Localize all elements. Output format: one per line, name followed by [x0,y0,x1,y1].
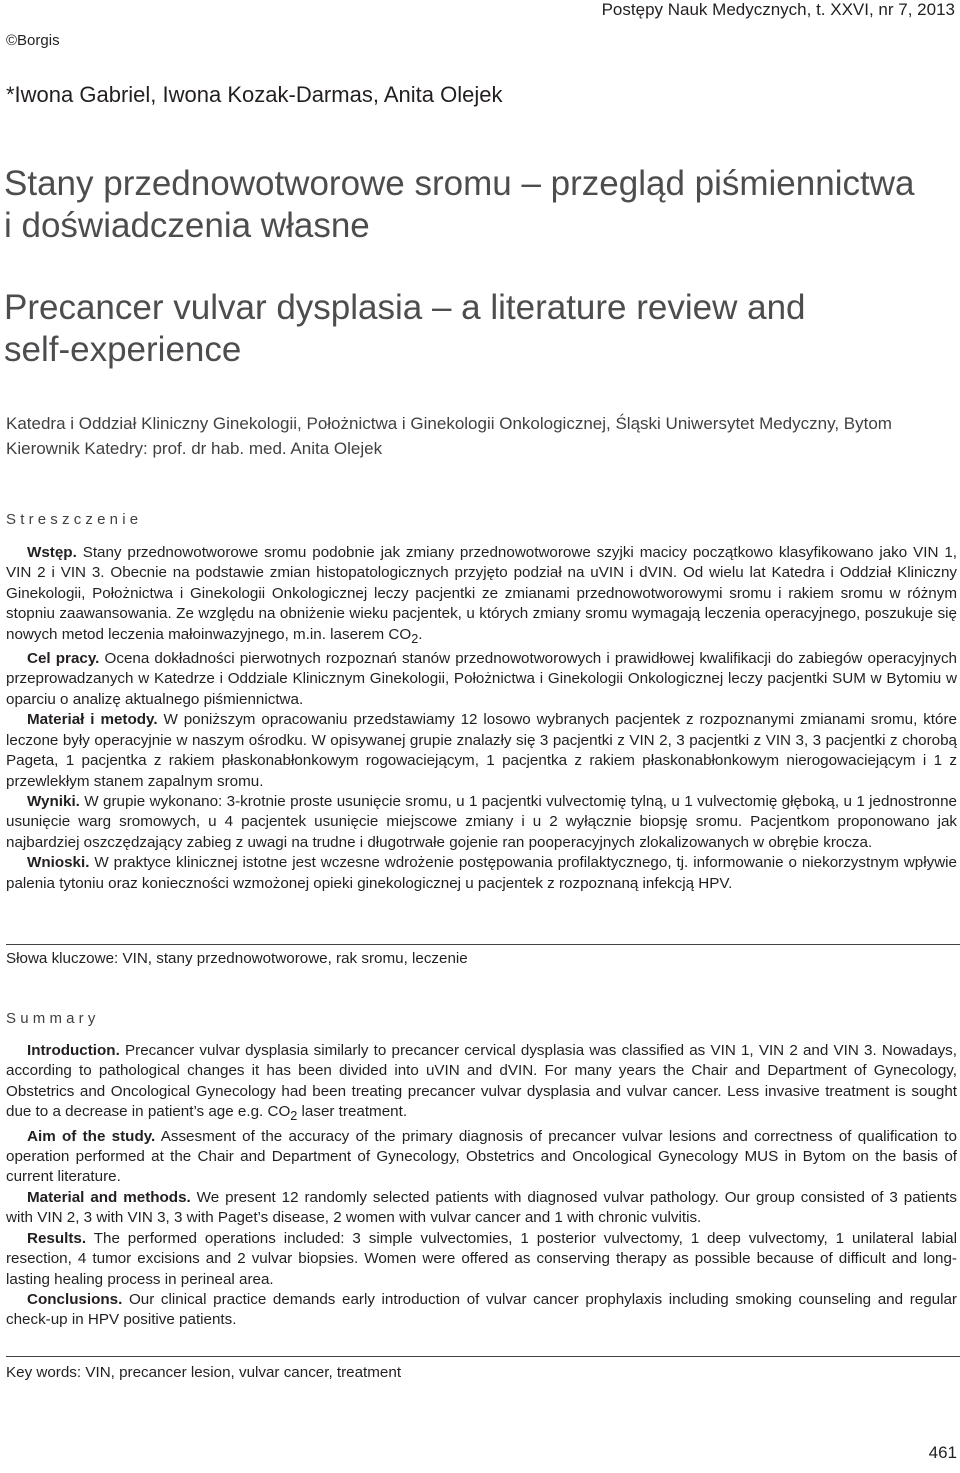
abstract-english [6,1041,957,1331]
abstract-pl-wnioski [6,853,957,894]
affiliation-department: Katedra i Oddział Kliniczny Ginekologii, Położnictwa i Ginekologii Onkologicznej, Śląski Uniwersytet Medyczny, Bytom [6,414,892,433]
text-methods: We present 12 randomly selected patients with diagnosed vulvar pathology. Our group consisted of 3 patients with VIN 2, 3 with VIN 3, 3 with Paget’s disease, 2 women with vulvar cancer and 1 with chronic vulvitis. [6,1188,957,1227]
text-cel: Ocena dokładności pierwotnych rozpoznań stanów przednowotworowych i prawidłowej kwalifikacji do zabiegów operacyjnych przeprowadzanych w Katedrze i Oddziale Klinicznym Ginekologii, Położnictwa i Ginekologii Onkologicznej leczy pacjentki SUM w Bytomiu w oparciu o analizę aktualnego piśmiennictwa. [6,650,957,708]
title-english-line1: Precancer vulvar dysplasia – a literature review and [4,288,806,327]
text-aim: Assesment of the accuracy of the primary diagnosis of precancer vulvar lesions and correctness of qualification to operation performed at the Chair and Department of Gynecology, Obstetrics and Oncological Gynecology MUS in Bytom on the basis of current literature. [6,1127,957,1186]
label-introduction: Introduction. [27,1042,120,1059]
text-conclusions: Our clinical practice demands early introduction of vulvar cancer prophylaxis including smoking counseling and regular check-up in HPV positive patients. [6,1290,957,1329]
keywords-polish: Słowa kluczowe: VIN, stany przednowotworowe, rak sromu, leczenie [6,950,468,967]
text-wstep-end: . [418,625,423,643]
label-cel: Cel pracy. [27,650,100,668]
title-polish [4,163,914,247]
text-introduction-end: laser treatment. [297,1103,408,1121]
text-material: W poniższym opracowaniu przedstawiamy 12 losowo wybranych pacjentek z rozpoznanymi zmianami sromu, które leczone były operacyjnie w naszym ośrodku. W opisywanej grupie znalazły się 3 pacjentki z VIN 2, 3 pacjentki z VIN 3, 3 pacjentki z chorobą Pageta, 1 pacjentka z rakiem płaskonabłonkowym rogowaciejącym, 1 pacjentka z rakiem płaskonabłonkowym nierogowaciejącym i 1 z przewlekłym stanem zapalnym sromu. [6,711,957,790]
abstract-en-aim [6,1127,957,1188]
text-results: The performed operations included: 3 simple vulvectomies, 1 posterior vulvectomy, 1 deep vulvectomy, 1 unilateral labial resection, 4 tumor excisions and 2 vulvar biopsies. Women were offered as conserving therapy as possible because of difficult and long-lasting healing process in perineal area. [6,1229,957,1288]
title-english [4,287,806,371]
journal-citation: Postępy Nauk Medycznych, t. XXVI, nr 7, 2013 [601,0,955,19]
affiliation-block [6,411,892,461]
label-results: Results. [27,1229,87,1247]
text-wnioski: W praktyce klinicznej istotne jest wczesne wdrożenie postępowania profilaktycznego, tj. informowanie o niekorzystnym wpływie palenia tytoniu oraz konieczności wzmożonej opieki ginekologicznej u pacjentek z rozpoznaną infekcją HPV. [6,854,957,892]
subscript-2: 2 [411,631,419,646]
abstract-pl-wstep [6,543,957,649]
label-methods: Material and methods. [27,1188,191,1206]
subscript-2: 2 [290,1109,298,1124]
keywords-english: Key words: VIN, precancer lesion, vulvar cancer, treatment [6,1364,402,1381]
label-wyniki: Wyniki. [27,792,80,810]
title-polish-line1: Stany przednowotworowe sromu – przegląd piśmiennictwa [4,164,915,203]
title-english-line2: self-experience [4,330,242,369]
divider [6,1356,960,1357]
abstract-en-results [6,1229,957,1290]
abstract-polish [6,543,957,894]
label-aim: Aim of the study. [27,1127,156,1145]
text-wstep: Stany przednowotworowe sromu podobnie jak zmiany przednowotworowe szyjki macicy początkowo klasyfikowano jako VIN 1, VIN 2 i VIN 3. Obecnie na podstawie zmian histopatologicznych przyjęto podział na uVIN i dVIN. Od wielu lat Katedra i Oddział Kliniczny Ginekologii, Położnictwa i Ginekologii Onkologicznej leczy pacjentki ze zmianami przednowotworowymi sromu i rakiem sromu w różnym stopniu zaawansowania. Ze względu na obniżenie wieku pacjentek, u których zmiany sromu wymagają leczenia operacyjnego, poszukuje się nowych metod leczenia małoinwazyjnego, m.in. laserem CO [6,544,957,643]
text-wyniki: W grupie wykonano: 3-krotnie proste usunięcie sromu, u 1 pacjentki vulvectomię tylną, u 1 vulvectomię głęboką, u 1 jednostronne usunięcie warg sromowych, u 4 pacjentek usunięcie miejscowe zmiany i u 2 wyłącznie biopsję sromu. Pacjentkom proponowano jak najbardziej oszczędzający zabieg z uwagi na trudne i długotrwałe gojenie ran pooperacyjnych zlokalizowanych w obrębie krocza. [6,792,957,851]
abstract-pl-material [6,710,957,792]
page-number: 461 [928,1443,957,1462]
publisher-mark: ©Borgis [6,32,60,49]
text-introduction: Precancer vulvar dysplasia similarly to precancer cervical dysplasia was classified as VIN 1, VIN 2 and VIN 3. Nowadays, according to pathological changes it has been divided into uVIN and dVIN. For many years the Chair and Department of Gynecology, Obstetrics and Oncological Gynecology had been treating precancer vulvar dysplasia and vulvar cancer. Less invasive treatment is sought due to a decrease in patient’s age e.g. CO [6,1042,957,1121]
article-authors: *Iwona Gabriel, Iwona Kozak-Darmas, Anita Olejek [6,82,503,107]
title-polish-line2: i doświadczenia własne [4,206,370,245]
abstract-pl-wyniki [6,792,957,853]
abstract-en-methods [6,1188,957,1229]
divider [6,944,960,945]
abstract-pl-cel [6,649,957,710]
affiliation-head: Kierownik Katedry: prof. dr hab. med. Anita Olejek [6,439,383,458]
streszczenie-heading: Streszczenie [6,511,143,528]
label-wnioski: Wnioski. [27,854,90,872]
label-conclusions: Conclusions. [27,1290,123,1308]
summary-heading: Summary [6,1010,100,1027]
abstract-en-conclusions [6,1290,957,1331]
label-material: Materiał i metody. [27,711,158,729]
abstract-en-introduction [6,1041,957,1127]
label-wstep: Wstęp. [27,544,77,561]
